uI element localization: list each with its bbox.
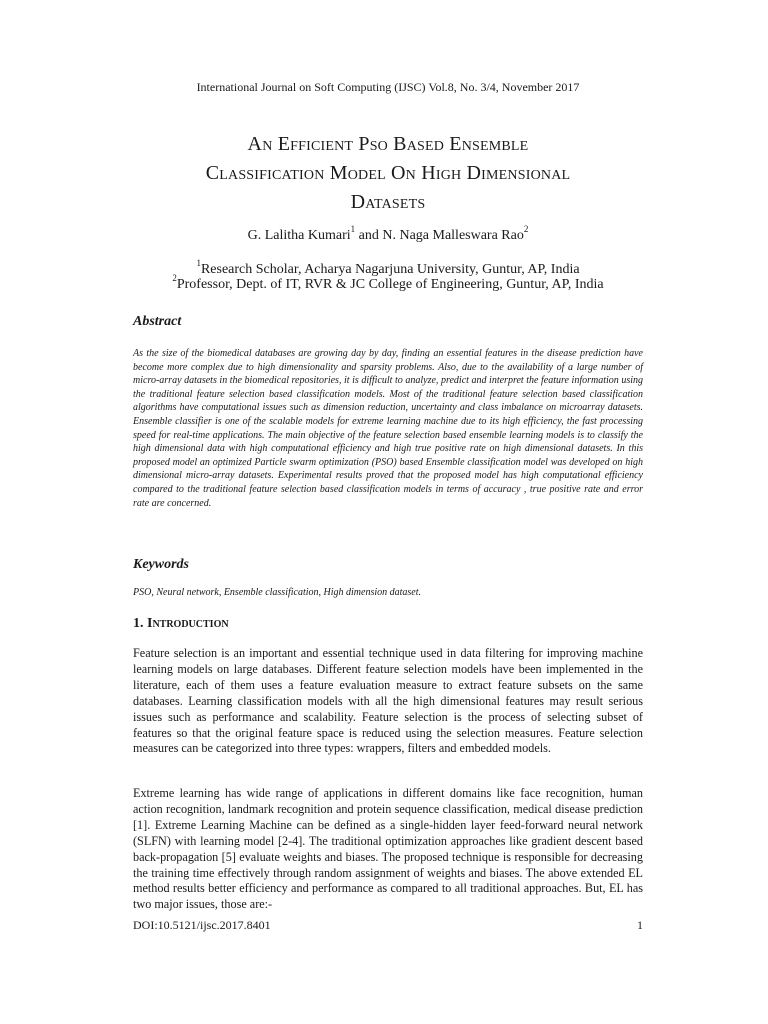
title-line: Datasets [350,191,426,213]
keywords-heading: Keywords [133,557,189,572]
introduction-heading: 1. Introduction [133,616,229,631]
journal-header: International Journal on Soft Computing (IJSC) Vol.8, No. 3/4, November 2017 [196,80,580,94]
doi-footer[interactable]: DOI:10.5121/ijsc.2017.8401 [133,918,271,932]
affiliation [133,273,643,293]
abstract-text: As the size of the biomedical databases are growing day by day, finding an essential features in the disease prediction have become more complex due to high dimensionality and sparsity problems. Also, due to the availability of a large number of micro-array datasets in the biomedical repositories, it is difficult to analyze, predict and interpret the feature information using the traditional feature selection based classification models. Most of the traditional feature selection based classification algorithms have computational issues such as dimension reduction, uncertainty and class imbalance on microarray datasets. Ensemble classifier is one of the scalable models for extreme learning machine due to its high efficiency, the fast processing speed for real-time applications. The main objective of the feature selection based ensemble learning models is to classify the high dimensional data with high computational efficiency and high true positive rate on high dimensional datasets. In this proposed model an optimized Particle swarm optimization (PSO) based Ensemble classification model was developed on high dimensional micro-array datasets. Experimental results proved that the proposed model has high computational efficiency compared to the traditional feature selection based classification models in terms of accuracy , true positive rate and error rate are concerned. [133,348,643,509]
abstract-heading: Abstract [133,314,182,329]
affiliation-mark: 1 [196,258,201,269]
paper-page [133,0,643,1024]
author-name: G. Lalitha Kumari [247,228,351,243]
affiliation-mark: 2 [172,273,177,284]
author-affiliation-mark: 2 [523,224,529,235]
affiliation-text: Professor, Dept. of IT, RVR & JC College of Engineering, Guntur, AP, India [176,277,604,292]
title-line: An Efficient Pso Based Ensemble [247,133,529,155]
keywords-text: PSO, Neural network, Ensemble classification, High dimension dataset. [133,587,422,598]
author-list [133,224,643,244]
page-number: 1 [637,918,643,932]
body-paragraph: Extreme learning has wide range of applications in different domains like face recognition, human action recognition, landmark recognition and protein sequence classification, medical disease prediction [1]. Extreme Learning Machine can be defined as a single-hidden layer feed-forward neural network (SLFN) with learning model [2-4]. The traditional optimization approaches like gradient descent based back-propagation [5] evaluate weights and biases. The proposed technique is responsible for decreasing the training time effectively through random assignment of weights and biases. The above extended EL method results better efficiency and performance as compared to all traditional approaches. But, EL has two major issues, those are:- [133,786,643,912]
title-line: Classification Model On High Dimensional [205,162,571,184]
author-affiliation-mark: 1 [350,224,356,235]
affiliation [133,258,643,278]
paper-title [123,130,653,217]
affiliation-text: Research Scholar, Acharya Nagarjuna University, Guntur, AP, India [200,262,580,277]
author-connector: and [355,228,383,243]
author-name: N. Naga Malleswara Rao [382,228,524,243]
body-paragraph: Feature selection is an important and essential technique used in data filtering for improving machine learning models on large databases. Different feature selection models have been implemented in the literature, each of them uses a feature evaluation measure to extract feature subsets on the same databases. Learning classification models with all the high dimensional features may result serious issues such as performance and scalability. Feature selection is the process of selecting subset of features so that the original feature space is reduced using the selection measures. Feature selection measures can be categorized into three types: wrappers, filters and embedded models. [133,646,643,756]
